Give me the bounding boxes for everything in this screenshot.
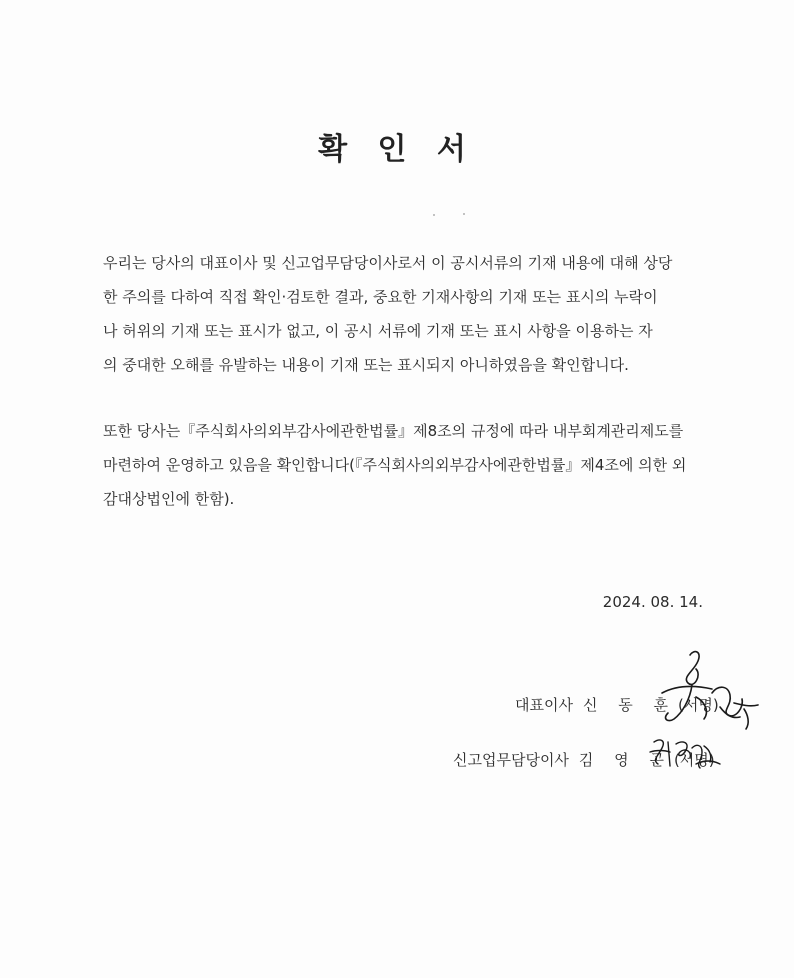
document-title: 확 인 서 <box>318 132 476 167</box>
paragraph-line: 마련하여 운영하고 있음을 확인합니다(『주식회사의외부감사에관한법률』제4조에 의한 외 <box>103 456 687 474</box>
signature-label: (서명) <box>677 696 719 714</box>
paragraph-line: 우리는 당사의 대표이사 및 신고업무담당이사로서 이 공시서류의 기재 내용에 대해 상당 <box>103 254 673 272</box>
signatory-role: 신고업무담당이사 <box>453 751 569 769</box>
paragraph-line: 나 허위의 기재 또는 표시가 없고, 이 공시 서류에 기재 또는 표시 사항을 이용하는 자 <box>103 322 653 340</box>
signature-label: (서명) <box>673 751 715 769</box>
handwritten-signature-ceo <box>632 645 772 735</box>
paragraph-line: 한 주의를 다하여 직접 확인·검토한 결과, 중요한 기재사항의 기재 또는 표시의 누락이 <box>103 288 658 306</box>
paragraph-line: 의 중대한 오해를 유발하는 내용이 기재 또는 표시되지 아니하였음을 확인합니다. <box>103 356 629 374</box>
signatory-disclosure-officer <box>453 749 715 770</box>
scan-specks <box>430 212 470 218</box>
signatory-name: 김 영 곤 <box>578 751 672 769</box>
signatory-name: 신 동 훈 <box>582 696 676 714</box>
signatory-ceo <box>515 694 719 715</box>
confirmation-paragraph <box>103 246 713 382</box>
document-date: 2024. 08. 14. <box>602 593 703 611</box>
paragraph-line: 또한 당사는『주식회사의외부감사에관한법률』제8조의 규정에 따라 내부회계관리제도를 <box>103 422 684 440</box>
internal-control-paragraph <box>103 414 713 516</box>
paragraph-line: 감대상법인에 한함). <box>103 490 235 508</box>
signatory-role: 대표이사 <box>515 696 573 714</box>
